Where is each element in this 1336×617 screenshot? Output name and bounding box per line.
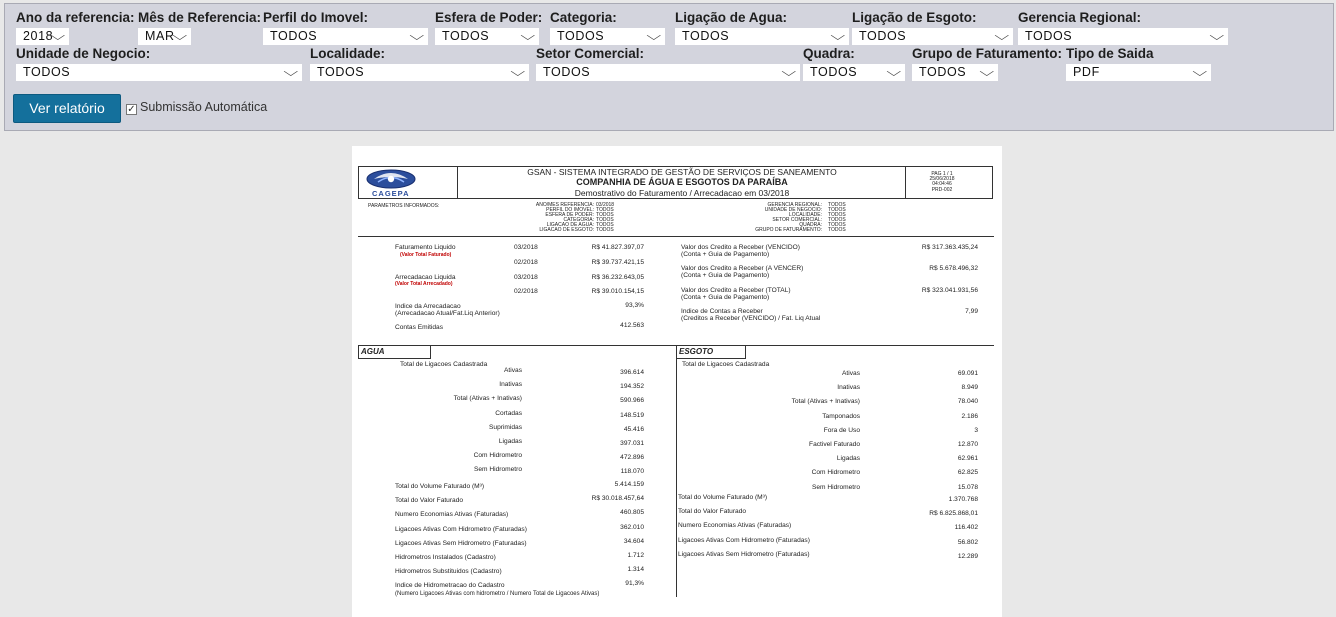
agua-lig-value: 396.614 [620,369,644,376]
esgoto-lig-value: 62.825 [957,469,978,477]
agua-stat-label: Ligacoes Ativas Com Hidrometro (Faturadas) [395,525,527,533]
agua-lig-label: Com Hidrometro [473,452,522,460]
report-code: PRD-002 [931,187,953,193]
filter-perfil [263,10,430,46]
param-value: TODOS [596,222,614,228]
localidade-select[interactable]: TODOS ⌵ [310,64,529,81]
chevron-down-icon: ⌵ [509,64,526,79]
chevron-down-icon: ⌵ [408,28,425,43]
esgoto-lig-label: Tamponados [822,412,860,420]
agua-stat-label: Hidrometros Instalados (Cadastro) [395,554,496,561]
auto-submit-label: Submissão Automática [140,100,268,114]
ind-arr-sublabel: (Arrecadacao Atual/Fat.Liq Anterior) [395,310,500,317]
agua-stat-label: Ligacoes Ativas Sem Hidrometro (Faturadas) [395,539,527,547]
agua-stat-label: Indice de Hidrometracao do Cadastro [395,582,505,590]
contas-value: 412.563 [620,322,644,329]
esgoto-stat-value: 56.802 [957,538,978,546]
esgoto-lig-title: Total de Ligacoes Cadastrada [682,361,770,368]
ligacao-agua-select[interactable]: TODOS ⌵ [675,28,849,45]
agua-lig-label: Total (Ativas + Inativas) [453,395,522,403]
quadra-select[interactable]: TODOS ⌵ [803,64,905,81]
cagepa-logo [360,169,422,197]
chevron-down-icon: ⌵ [978,64,995,79]
esgoto-lig-label: Com Hidrometro [811,469,860,477]
filter-mes [138,10,263,46]
esgoto-lig-label: Ligadas [836,455,860,463]
fat-label: Faturamento Liquido [395,244,456,251]
credit-label: Valor dos Credito a Receber (A VENCER) [681,265,804,272]
filter-localidade-label: Localidade: [310,46,386,61]
view-report-button[interactable]: Ver relatório [13,94,121,123]
credit-value: R$ 323.041.931,56 [921,287,978,294]
agua-stat-value: 91,3% [625,580,644,588]
credit-label: Valor dos Credito a Receber (VENCIDO) [681,244,800,251]
agua-last-sublabel: (Numero Ligacoes Ativas com hidrometro / Numero Total de Ligacoes Ativas) [395,591,600,597]
esgoto-stat-label: Ligacoes Ativas Com Hidrometro (Faturadas) [678,536,810,544]
param-value: TODOS [596,207,614,213]
agua-stat-label: Numero Economias Ativas (Faturadas) [395,511,509,519]
params-title: PARAMETROS INFORMADOS: [368,203,440,209]
param-value: 03/2018 [596,202,615,208]
chevron-down-icon: ⌵ [780,64,797,79]
filter-quadra [803,46,907,82]
esgoto-lig-value: 2.186 [961,412,978,420]
checkbox-checked-icon: ✓ [127,104,136,115]
report-time: 04:04:46 [932,181,952,187]
esgoto-stat-label: Ligacoes Ativas Sem Hidrometro (Faturadas) [678,550,810,558]
arr-ref-1: 03/2018 [514,274,538,281]
filter-categoria [550,10,667,46]
param-label: GERENCIA REGIONAL: [767,202,822,208]
filter-perfil-label: Perfil do Imovel: [263,10,369,25]
tipo-saida-select[interactable]: PDF ⌵ [1066,64,1211,81]
agua-lig-value: 194.352 [620,383,644,391]
agua-stat-value: 362.010 [620,523,644,531]
unidade-select[interactable]: TODOS ⌵ [16,64,302,81]
categoria-select[interactable]: TODOS ⌵ [550,28,665,45]
setor-select[interactable]: TODOS ⌵ [536,64,800,81]
param-value: TODOS [596,227,614,233]
mes-select[interactable]: MAR ⌵ [138,28,191,45]
esgoto-lig-label: Fora de Uso [823,426,860,434]
credit-sublabel: (Conta + Guia de Pagamento) [681,272,770,279]
agua-stat-value: R$ 30.018.457,64 [591,495,644,503]
credit-sublabel: (Conta + Guia de Pagamento) [681,294,770,301]
report-title-demonstrativo: Demostrativo do Faturamento / Arrecadacao em 03/2018 [574,188,790,198]
agua-lig-label: Ativas [504,367,522,374]
agua-lig-title: Total de Ligacoes Cadastrada [400,361,488,368]
filter-esfera [435,10,541,46]
filter-tipo-saida-label: Tipo de Saida [1066,46,1154,61]
chevron-down-icon: ⌵ [829,28,846,43]
esgoto-stat-label: Numero Economias Ativas (Faturadas) [678,522,792,530]
agua-lig-value: 148.519 [620,411,644,419]
esgoto-lig-value: 78.040 [957,398,978,406]
filter-gerencia [1018,10,1230,46]
filter-unidade-label: Unidade de Negocio: [16,46,151,61]
esgoto-lig-label: Inativas [837,384,860,392]
ind-arr-label: Indice da Arrecadacao [395,303,461,310]
filter-quadra-label: Quadra: [803,46,855,61]
param-value: TODOS [828,227,846,233]
agua-stat-value: 460.805 [620,509,644,517]
arr-value-1: R$ 36.232.643,05 [591,274,644,281]
agua-stat-label: Total do Valor Faturado [395,497,464,505]
filter-unidade [16,46,304,82]
arr-sublabel: (Valor Total Arrecadado) [395,281,453,287]
filter-esfera-label: Esfera de Poder: [435,10,543,25]
report-page [352,146,1002,617]
param-label: ANO/MES REFERENCIA: [535,202,594,208]
esgoto-lig-label: Factivel Faturado [809,441,860,448]
param-value: TODOS [596,217,614,223]
credit-label: Indice de Contas a Receber [681,308,763,315]
esgoto-lig-value: 12.870 [957,441,978,448]
credit-value: 7,99 [965,308,978,315]
esgoto-stat-label: Total do Valor Faturado [678,508,747,516]
chevron-down-icon: ⌵ [282,64,299,79]
agua-stat-value: 5.414.159 [614,481,644,488]
esgoto-stat-value: R$ 6.825.868,01 [929,510,978,518]
arr-value-2: R$ 39.010.154,15 [591,288,644,295]
param-label: LIGACAO DE AGUA: [546,222,594,228]
filter-ligacao-esgoto [852,10,1015,46]
param-label: CATEGORIA: [563,217,594,223]
param-label: SETOR COMERCIAL: [772,217,822,223]
chevron-down-icon: ⌵ [645,28,662,43]
report-title-company: COMPANHIA DE ÁGUA E ESGOTOS DA PARAÍBA [576,177,788,187]
agua-lig-value: 397.031 [620,440,644,447]
agua-lig-label: Ligadas [498,438,522,445]
page-number: PAG 1 / 1 [931,171,953,177]
param-value: TODOS [828,207,846,213]
chevron-down-icon: ⌵ [1208,28,1225,43]
filter-ligacao-agua [675,10,851,46]
filter-ligacao-esgoto-label: Ligação de Esgoto: [852,10,977,25]
agua-stat-value: 1.314 [627,566,644,574]
param-label: LIGACAO DE ESGOTO: [539,227,594,233]
esgoto-lig-value: 8.949 [961,384,978,392]
chevron-down-icon: ⌵ [1191,64,1208,79]
esgoto-lig-value: 15.078 [957,483,978,491]
filter-grupo [912,46,1062,82]
agua-lig-label: Inativas [499,381,522,389]
param-label: GRUPO DE FATURAMENTO: [755,227,822,233]
ano-select[interactable]: 2018 ⌵ [16,28,69,45]
arr-label: Arrecadacao Liquida [395,274,456,281]
ligacao-esgoto-select[interactable]: TODOS ⌵ [852,28,1013,45]
agua-stat-label: Total do Volume Faturado (M³) [395,483,485,490]
esgoto-lig-value: 3 [974,426,978,434]
filter-panel [4,3,1334,131]
section-divider [676,345,677,597]
chevron-down-icon: ⌵ [885,64,902,79]
param-label: UNIDADE DE NEGOCIO: [764,207,822,213]
filter-tipo-saida [1066,46,1213,82]
agua-stat-value: 1.712 [627,552,644,559]
chevron-down-icon: ⌵ [993,28,1010,43]
credit-value: R$ 5.678.496,32 [929,265,978,272]
filter-setor [536,46,802,82]
param-value: TODOS [828,217,846,223]
fat-ref-2: 02/2018 [514,259,538,266]
chevron-down-icon: ⌵ [171,28,188,43]
report-date: 25/06/2018 [929,176,955,182]
agua-stat-label: Hidrometros Substituidos (Cadastro) [395,568,502,576]
esgoto-stat-value: 1.370.768 [948,496,978,503]
filter-grupo-label: Grupo de Faturamento: [912,46,1063,61]
filter-localidade [310,46,531,82]
esgoto-stat-label: Total do Volume Faturado (M³) [678,494,768,501]
arr-ref-2: 02/2018 [514,288,538,295]
divider-line [358,236,994,237]
fat-value-2: R$ 39.737.421,15 [591,259,644,266]
esgoto-lig-label: Sem Hidrometro [811,483,860,491]
header-divider [905,166,906,199]
agua-lig-label: Suprimidas [489,423,522,431]
grupo-select[interactable]: TODOS ⌵ [912,64,998,81]
gerencia-select[interactable]: TODOS ⌵ [1018,28,1228,45]
agua-section-title: AGUA [358,345,431,359]
ind-arr-value: 93,3% [625,302,644,309]
esgoto-lig-label: Total (Ativas + Inativas) [791,398,860,406]
chevron-down-icon: ⌵ [519,28,536,43]
header-divider [457,166,458,199]
filter-ano [16,10,136,46]
fat-ref-1: 03/2018 [514,244,538,251]
agua-lig-value: 45.416 [623,425,644,433]
report-title-system: GSAN - SISTEMA INTEGRADO DE GESTÃO DE SERVIÇOS DE SANEAMENTO [527,167,837,177]
filter-mes-label: Mês de Referencia: [138,10,262,25]
esgoto-stat-value: 12.289 [957,552,978,560]
filter-categoria-label: Categoria: [550,10,617,25]
param-label: QUADRA: [799,222,822,228]
esgoto-lig-label: Ativas [842,370,860,377]
agua-lig-value: 590.966 [620,397,644,405]
auto-submit-checkbox[interactable] [126,100,267,115]
credit-sublabel: (Conta + Guia de Pagamento) [681,251,770,258]
agua-stat-value: 34.604 [623,537,644,545]
perfil-select[interactable]: TODOS ⌵ [263,28,428,45]
param-label: ESFERA DE PODER: [545,212,594,218]
esgoto-lig-value: 69.091 [957,370,978,377]
esfera-select[interactable]: TODOS ⌵ [435,28,539,45]
agua-lig-value: 118.070 [620,468,644,476]
esgoto-lig-value: 62.961 [957,455,978,463]
logo-text: CAGEPA [372,189,410,198]
credit-sublabel: (Creditos a Receber (VENCIDO) / Fat. Liq Atual [681,315,821,322]
filter-ligacao-agua-label: Ligação de Agua: [675,10,788,25]
credit-label: Valor dos Credito a Receber (TOTAL) [681,287,791,294]
esgoto-stat-value: 116.402 [954,524,978,532]
fat-value-1: R$ 41.827.397,07 [591,244,644,251]
filter-ano-label: Ano da referencia: [16,10,135,25]
esgoto-section-title: ESGOTO [676,345,746,359]
param-value: TODOS [596,212,614,218]
agua-lig-value: 472.896 [620,454,644,462]
agua-lig-label: Cortadas [495,409,522,417]
param-label: PERFIL DO IMOVEL: [546,207,594,213]
credit-value: R$ 317.363.435,24 [921,244,978,251]
filter-setor-label: Setor Comercial: [536,46,645,61]
param-value: TODOS [828,222,846,228]
fat-sublabel: (Valor Total Faturado) [400,252,452,258]
param-value: TODOS [828,202,846,208]
param-value: TODOS [828,212,846,218]
filter-gerencia-label: Gerencia Regional: [1018,10,1142,25]
agua-lig-label: Sem Hidrometro [473,466,522,474]
chevron-down-icon: ⌵ [49,28,66,43]
contas-label: Contas Emitidas [395,324,444,331]
param-label: LOCALIDADE: [788,212,822,218]
